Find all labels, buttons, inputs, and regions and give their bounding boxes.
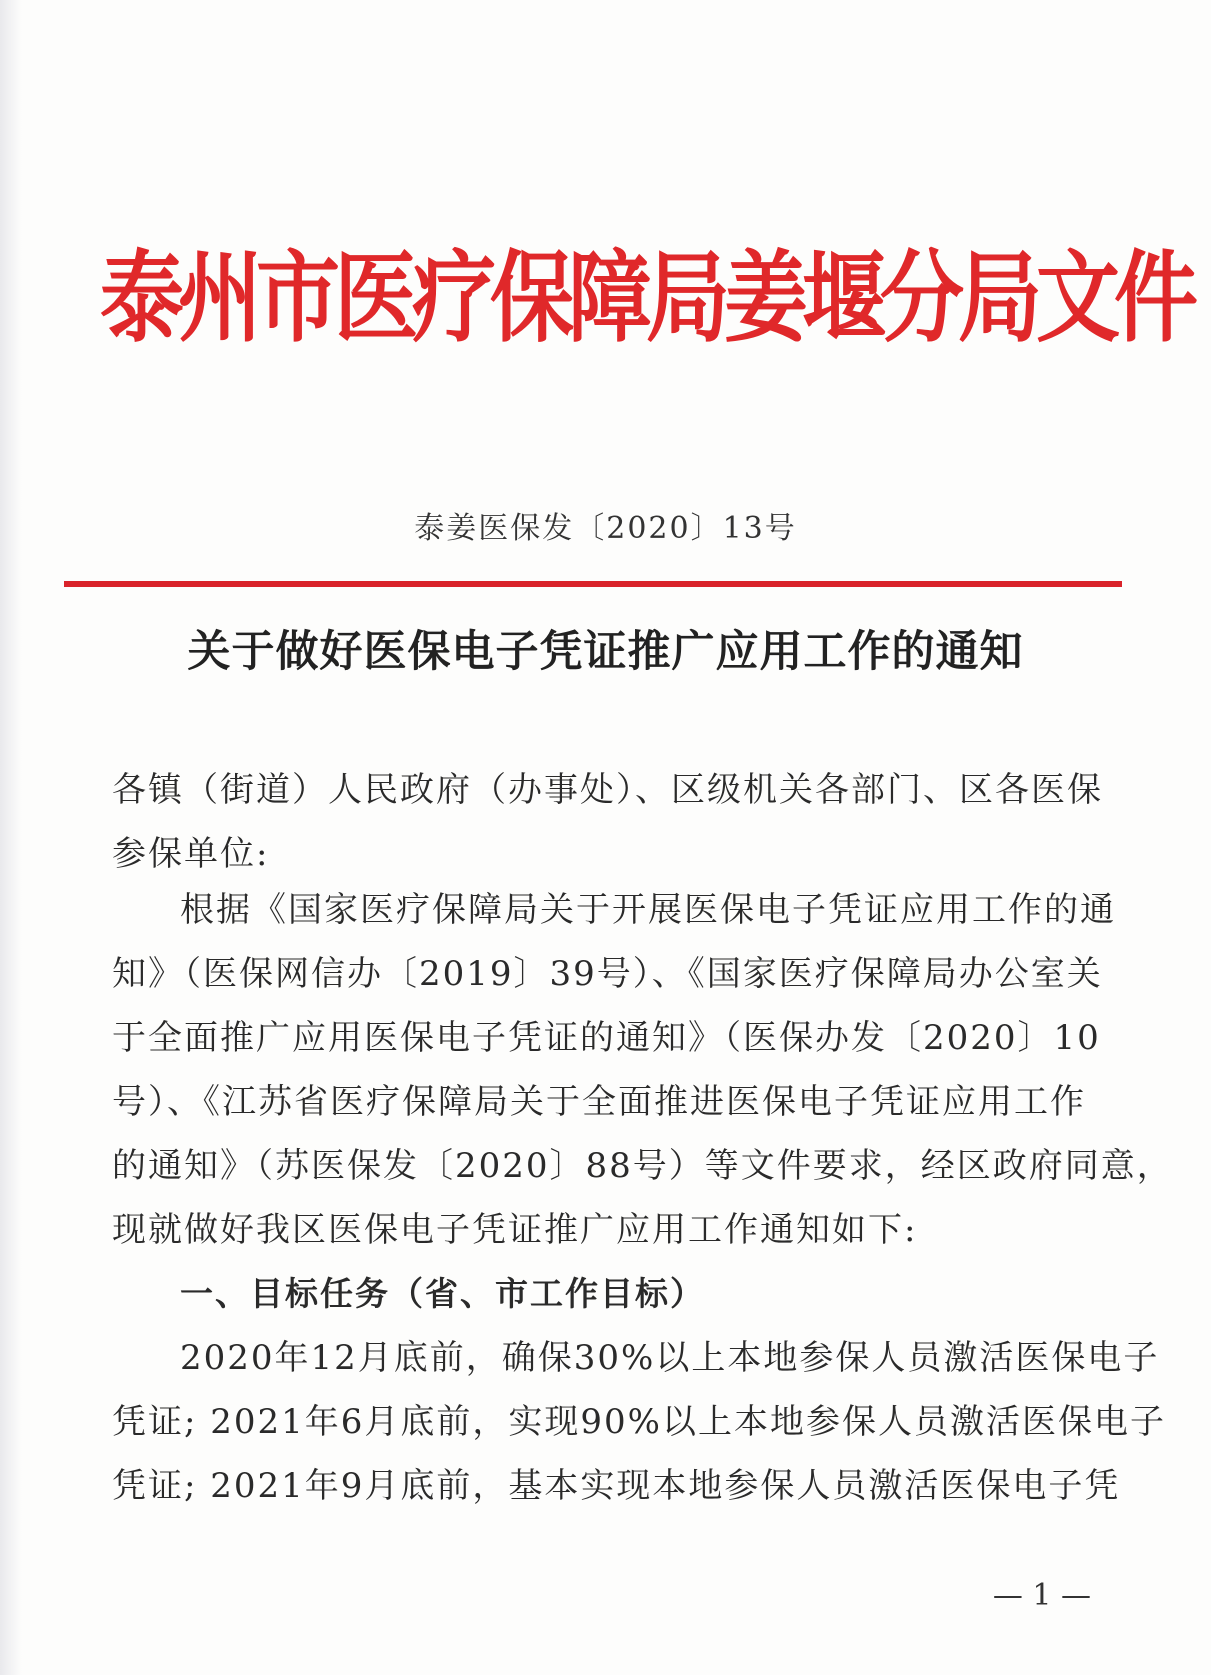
- section-heading: 一、目标任务（省、市工作目标）: [180, 1274, 705, 1313]
- paragraph-line: 凭证; 2021年9月底前，基本实现本地参保人员激活医保电子凭: [112, 1466, 1121, 1506]
- paragraph-line: 现就做好我区医保电子凭证推广应用工作通知如下:: [112, 1210, 918, 1250]
- paragraph-line: 知》（医保网信办〔2019〕39号）、《国家医疗保障局办公室关: [112, 954, 1103, 994]
- notice-title: 关于做好医保电子凭证推广应用工作的通知: [187, 627, 1024, 677]
- page-number-text: — 1 —: [992, 1578, 1091, 1613]
- red-divider-line: [64, 581, 1122, 587]
- paragraph-line: 根据《国家医疗保障局关于开展医保电子凭证应用工作的通: [180, 890, 1116, 930]
- paragraph-line: 2020年12月底前，确保30%以上本地参保人员激活医保电子: [180, 1338, 1160, 1378]
- page-number: [0, 1578, 1211, 1613]
- paragraph-line: 凭证; 2021年6月底前，实现90%以上本地参保人员激活医保电子: [112, 1402, 1166, 1442]
- body-paragraph: [112, 878, 1173, 1518]
- issuer-header: 泰州市医疗保障局姜堰分局文件: [100, 239, 1193, 356]
- scan-edge-shadow: [0, 0, 22, 1675]
- paragraph-line: 号）、《江苏省医疗保障局关于全面推进医保电子凭证应用工作: [112, 1082, 1086, 1122]
- paragraph-line: 于全面推广应用医保电子凭证的通知》（医保办发〔2020〕10: [112, 1018, 1101, 1058]
- addressee-line: 各镇（街道）人民政府（办事处）、区级机关各部门、区各医保: [112, 770, 1103, 810]
- document-number: 泰姜医保发〔2020〕13号: [414, 511, 797, 546]
- paragraph-line: 的通知》（苏医保发〔2020〕88号）等文件要求，经区政府同意，: [112, 1146, 1173, 1186]
- addressee-block: [112, 758, 1103, 886]
- addressee-line: 参保单位:: [112, 834, 270, 874]
